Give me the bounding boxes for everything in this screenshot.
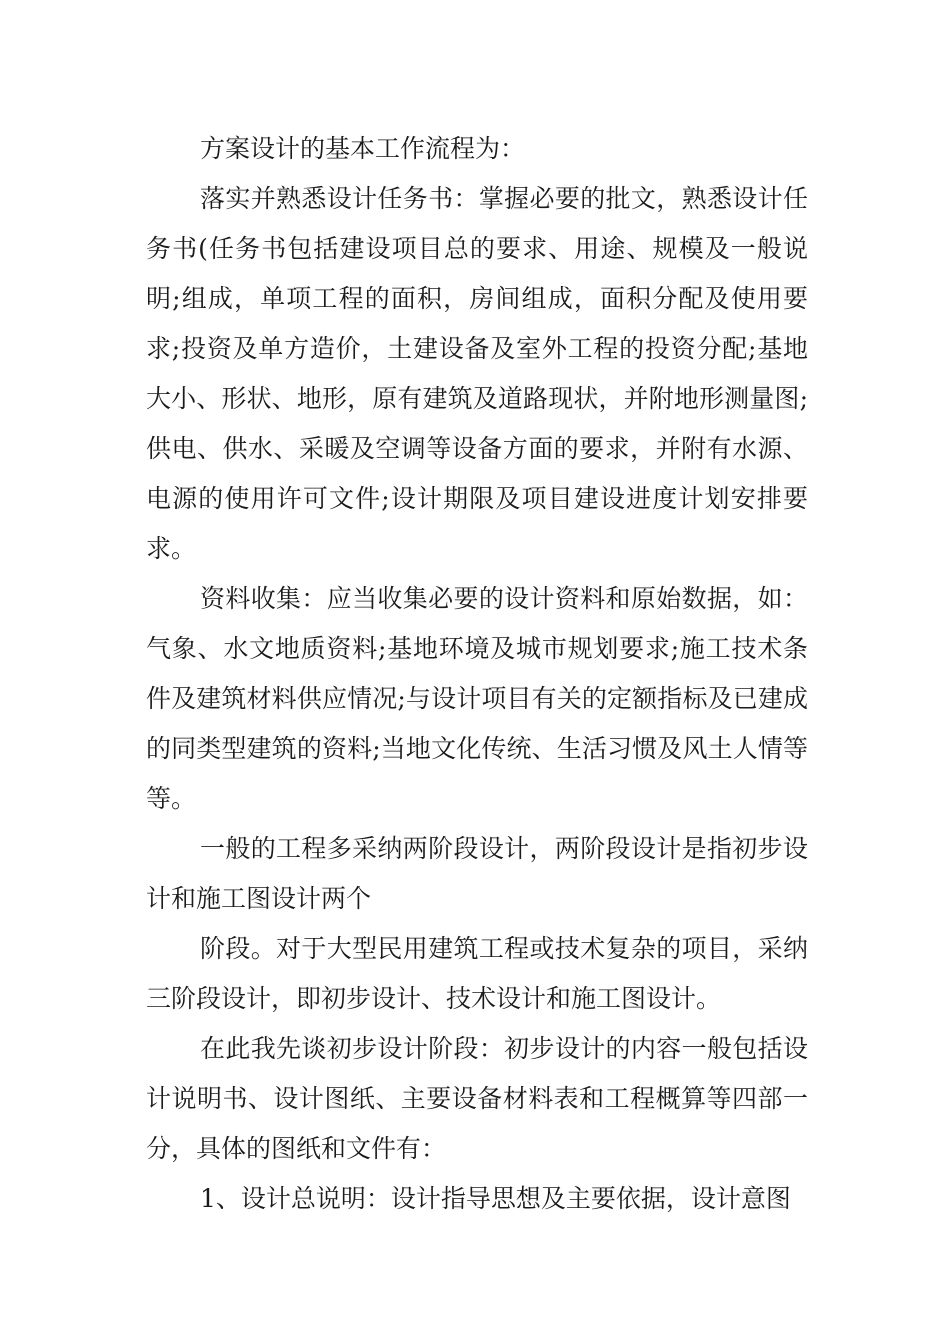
paragraph-three-stage-design: 阶段。对于大型民用建筑工程或技术复杂的项目，采纳三阶段设计，即初步设计、技术设计和施工图设计。: [146, 934, 808, 1013]
paragraph-workflow-intro: 方案设计的基本工作流程为：: [200, 134, 526, 163]
paragraph-data-collection: 资料收集：应当收集必要的设计资料和原始数据，如：气象、水文地质资料;基地环境及城市规划要求;施工技术条件及建筑材料供应情况;与设计项目有关的定额指标及已建成的同类型建筑的资料;当地文化传统、生活习惯及风土人情等等。: [146, 584, 808, 813]
paragraph-two-stage-design: 一般的工程多采纳两阶段设计，两阶段设计是指初步设计和施工图设计两个: [146, 834, 808, 913]
paragraph-general-description: 1、设计总说明：设计指导思想及主要依据，设计意图: [200, 1184, 791, 1213]
document-body: [146, 124, 808, 1224]
paragraph-preliminary-design: 在此我先谈初步设计阶段：初步设计的内容一般包括设计说明书、设计图纸、主要设备材料表和工程概算等四部一分，具体的图纸和文件有：: [146, 1034, 808, 1163]
paragraph-design-brief: 落实并熟悉设计任务书：掌握必要的批文，熟悉设计任务书(任务书包括建设项目总的要求、用途、规模及一般说明;组成，单项工程的面积，房间组成，面积分配及使用要求;投资及单方造价，土建设备及室外工程的投资分配;基地大小、形状、地形，原有建筑及道路现状，并附地形测量图;供电、供水、采暖及空调等设备方面的要求，并附有水源、电源的使用许可文件;设计期限及项目建设进度计划安排要求。: [146, 184, 808, 563]
